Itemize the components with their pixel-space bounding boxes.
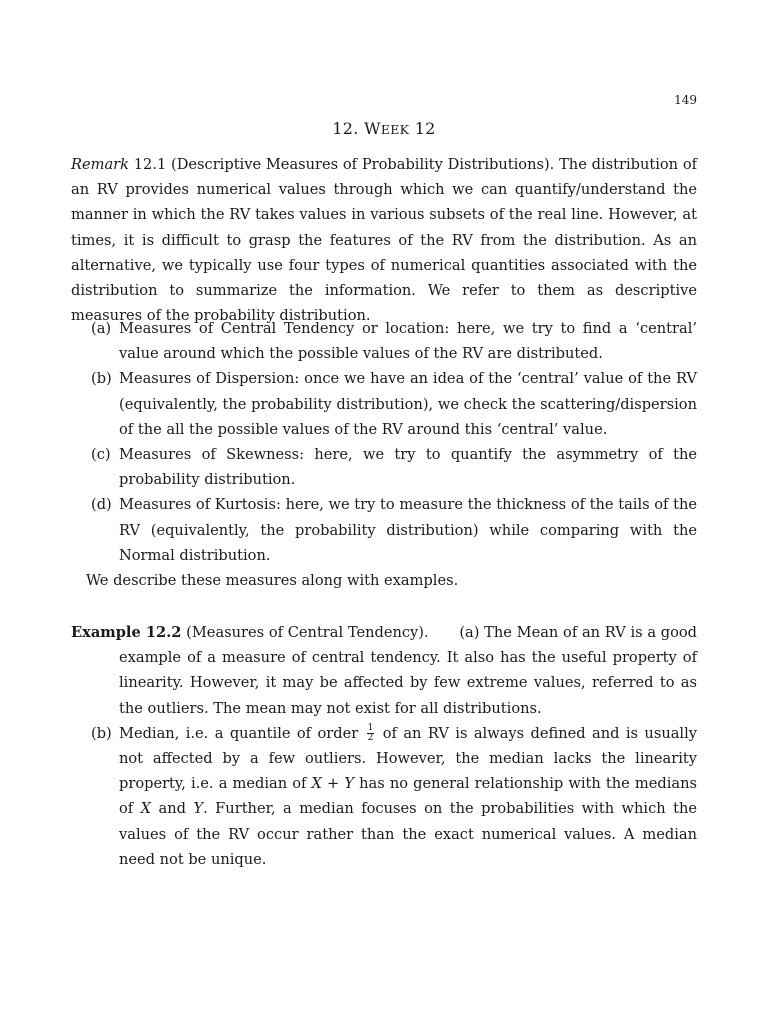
example-item-b-text-2: of an RV is always defined and is usually not affected by a few outliers. However, the median lacks the linearity property, i.e. a median of <box>119 724 697 793</box>
example-block <box>71 620 697 872</box>
list-marker: (c) <box>91 446 111 464</box>
describe-paragraph: We describe these measures along with examples. <box>86 572 459 589</box>
one-half-fraction <box>367 724 375 743</box>
list-item-text: Measures of Central Tendency or location: here, we try to find a ‘central’ value around which the possible values of the RV are distributed. <box>119 320 697 363</box>
list-marker: (b) <box>91 370 112 388</box>
remark-paragraph <box>71 152 697 328</box>
example-title: (Measures of Central Tendency). <box>186 624 429 641</box>
list-marker: (d) <box>91 496 112 514</box>
example-item-b-and: and <box>158 800 186 818</box>
section-heading <box>0 119 768 138</box>
example-label: Example 12.2 <box>71 624 182 641</box>
example-item-b-text-1: Median, i.e. a quantile of order <box>119 724 359 742</box>
page-number: 149 <box>674 93 697 107</box>
list-item-text: Measures of Skewness: here, we try to quantify the asymmetry of the probability distribution. <box>119 446 697 489</box>
list-item <box>71 442 697 492</box>
example-item-b-text-3: has no general relationship with the medians of <box>119 775 698 818</box>
fraction-numerator: 1 <box>367 723 374 734</box>
math-x-plus-y: X + Y <box>311 775 355 793</box>
example-item-a <box>71 620 697 721</box>
list-marker: (a) <box>91 320 112 337</box>
list-item <box>71 492 697 568</box>
list-item-text: Measures of Dispersion: once we have an idea of the ‘central’ value of the RV (equivalently, the probability distribution), we check the scattering/dispersion of the all the possible values of the RV around this ‘central’ value. <box>119 370 697 438</box>
remark-text: (Descriptive Measures of Probability Distributions). The distribution of an RV provides numerical values through which we can quantify/understand the manner in which the RV takes values in various subsets of the real line. However, at times, it is difficult to grasp the features of the RV from the distribution. As an alternative, we typically use four types of numerical quantities associated with the distribution to summarize the information. We refer to them as descriptive measures of the probability distribution. <box>71 156 698 325</box>
list-item <box>71 366 697 442</box>
section-title-rest: EEK <box>380 122 410 137</box>
section-title-initial: W <box>364 119 381 138</box>
example-item-b-text-4: . Further, a median focuses on the probabilities with which the values of the RV occur rather than the exact numerical values. A median need not be unique. <box>119 800 698 868</box>
remark-number: 12.1 <box>133 156 167 173</box>
math-x: X <box>140 800 152 818</box>
example-item-b-marker: (b) <box>91 724 112 742</box>
math-y: Y <box>193 800 204 818</box>
example-item-b <box>71 721 697 872</box>
example-item-a-marker: (a) <box>459 624 480 641</box>
example-item-a-text: The Mean of an RV is a good example of a measure of central tendency. It also has the useful property of linearity. However, it may be affected by few extreme values, referred to as the outliers. The mean may not exist for all distributions. <box>119 624 698 717</box>
section-number: 12. <box>332 119 359 138</box>
fraction-denominator: 2 <box>367 733 374 744</box>
section-title-number: 12 <box>414 119 436 138</box>
remark-label: Remark <box>71 156 129 173</box>
list-item-text: Measures of Kurtosis: here, we try to measure the thickness of the tails of the RV (equivalently, the probability distribution) while comparing with the Normal distribution. <box>119 496 697 564</box>
list-item <box>71 316 697 366</box>
measures-list <box>71 316 697 568</box>
